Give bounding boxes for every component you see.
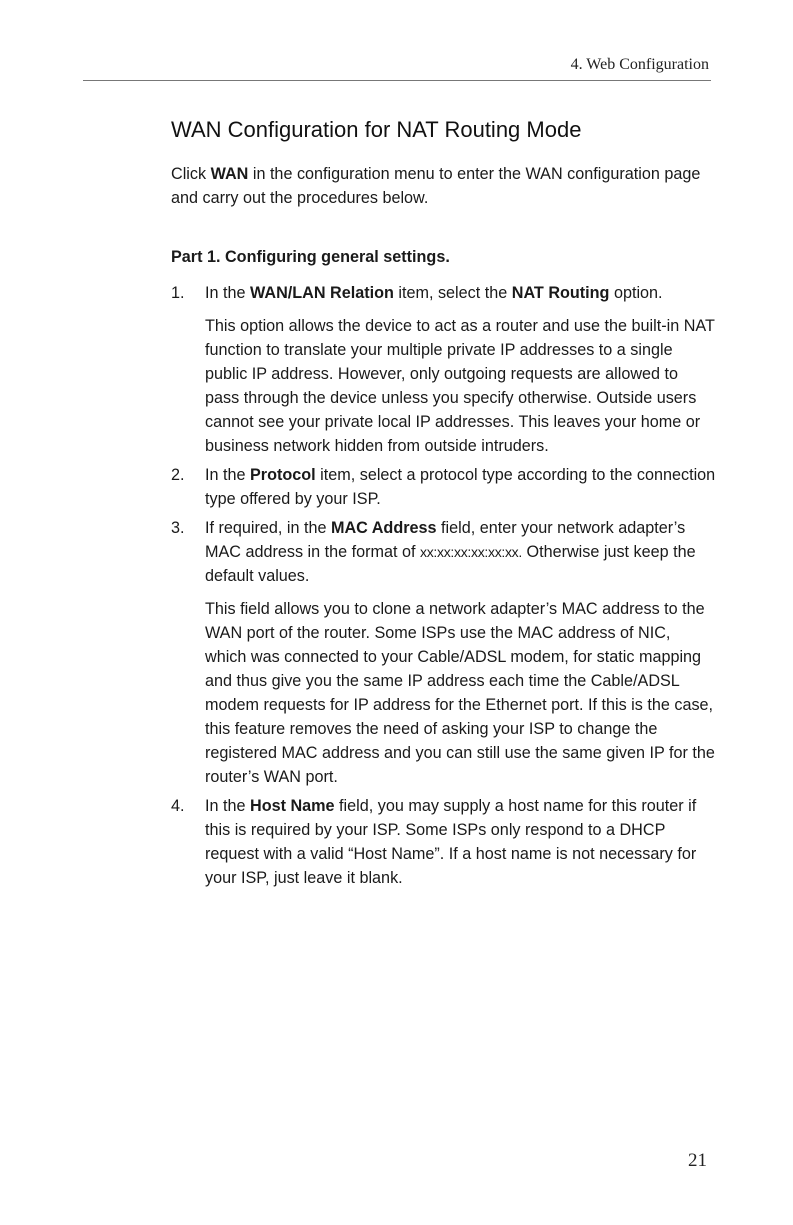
steps-list [171, 281, 716, 890]
running-header: 4. Web Configuration [570, 56, 709, 73]
step-number: 3. [171, 519, 185, 537]
page-title: WAN Configuration for NAT Routing Mode [171, 117, 582, 142]
step-text-run: If required, in the [205, 519, 331, 537]
step-number: 2. [171, 466, 185, 484]
intro-text-before: Click [171, 165, 211, 183]
step-bold-term: Host Name [250, 797, 335, 815]
step-text-run: item, select the [393, 284, 512, 302]
part-heading: Part 1. Configuring general settings. [171, 248, 450, 266]
step-text-run: In the [205, 797, 250, 815]
step-number: 1. [171, 284, 185, 302]
step-text [205, 516, 716, 588]
step-text-run: Otherwise just keep the default values. [205, 543, 696, 585]
step-item [171, 794, 716, 890]
step-text-run: option. [609, 284, 663, 302]
step-text-run: field, you may supply a host name for this router if this is required by your ISP. Some ISPs only respond to a DHCP request with a valid “Host Name”. If a host name is not necessary for your ISP, just leave it blank. [205, 797, 697, 887]
header-rule [83, 80, 711, 81]
step-text-run: In the [205, 466, 250, 484]
step-bold-term: MAC Address [330, 519, 437, 537]
step-note: This field allows you to clone a network adapter’s MAC address to the WAN port of the router. Some ISPs use the MAC address of NIC, which was connected to your Cable/ADSL modem, for static mapping and thus give you the same IP address each time the Cable/ADSL modem requests for IP address for the Ethernet port. If this is the case, this feature removes the need of asking your ISP to change the registered MAC address and you can still use the same given IP for the router’s WAN port. [205, 600, 715, 786]
step-item [171, 463, 716, 511]
step-text [205, 794, 716, 890]
step-bold-term: Protocol [250, 466, 316, 484]
step-bold-term: NAT Routing [511, 284, 610, 302]
step-text [205, 463, 716, 511]
step-bold-term: WAN/LAN Relation [250, 284, 394, 302]
step-text-run: item, select a protocol type according to the connection type offered by your ISP. [205, 466, 716, 508]
intro-text-after: in the configuration menu to enter the WAN configuration page and carry out the procedures below. [171, 165, 701, 207]
intro-paragraph [171, 162, 716, 210]
step-item [171, 281, 716, 458]
mac-format-text: xx:xx:xx:xx:xx:xx. [420, 544, 522, 560]
step-text-run: In the [205, 284, 250, 302]
step-item [171, 516, 716, 789]
step-text [205, 281, 716, 305]
intro-bold-wan: WAN [210, 165, 249, 183]
page-number: 21 [688, 1150, 707, 1171]
step-text-run: field, enter your network adapter’s MAC address in the format of [205, 519, 686, 561]
step-note: This option allows the device to act as a router and use the built-in NAT function to translate your multiple private IP addresses to a single public IP address. However, only outgoing requests are allowed to pass through the device unless you specify otherwise. Outside users cannot see your private local IP addresses. This leaves your home or business network hidden from outside intruders. [205, 317, 715, 455]
step-number: 4. [171, 797, 185, 815]
page-content [171, 162, 716, 895]
